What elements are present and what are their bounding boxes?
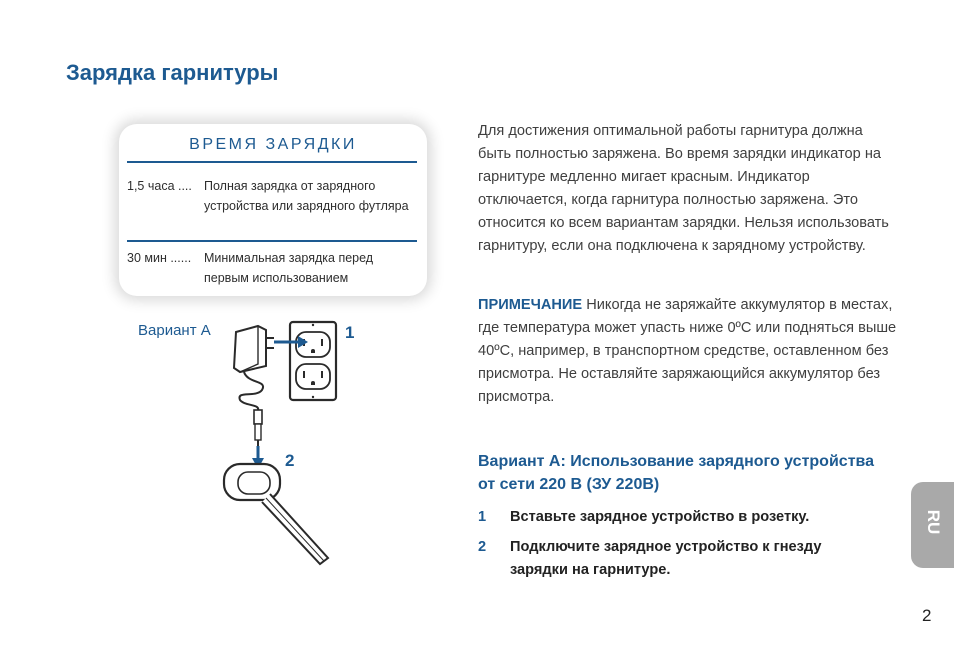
card-divider <box>127 240 417 242</box>
step-number: 1 <box>478 509 487 525</box>
note-paragraph <box>478 294 898 409</box>
page-number: 2 <box>922 606 932 625</box>
card-heading: ВРЕМЯ ЗАРЯДКИ <box>189 136 357 153</box>
note-text: Никогда не заряжайте аккумулятор в местах, где температура может упасть ниже 0ºC или подняться выше 40ºC, например, в транспортном средстве, оставленном без присмотра. Не оставляйте заряжающийся аккумулятор без присмотра. <box>478 297 897 405</box>
language-tab <box>911 482 954 568</box>
illustration-step-1: 1 <box>345 323 355 342</box>
charging-time-card <box>119 124 427 296</box>
step-text: Подключите зарядное устройство к гнезду зарядки на гарнитуре. <box>510 539 822 578</box>
page-title: Зарядка гарнитуры <box>66 60 279 85</box>
headset-icon <box>224 464 328 564</box>
variant-a-heading: Вариант А: Использование зарядного устройства от сети 220 В (ЗУ 220В) <box>478 453 875 493</box>
variant-a-label: Вариант А <box>138 322 211 339</box>
note-label: ПРИМЕЧАНИЕ <box>478 297 583 313</box>
card-divider <box>127 161 417 163</box>
charger-illustration <box>210 318 340 578</box>
charging-time: 30 мин ...... <box>127 251 192 265</box>
intro-paragraph: Для достижения оптимальной работы гарнитура должна быть полностью заряжена. Во время зарядки индикатор на гарнитуре медленно мигает красным. Индикатор отключается, когда гарнитура полностью заряжена. Это относится ко всем вариантам зарядки. Нельзя использовать гарнитуру, если она подключена к зарядному устройству. <box>478 123 889 254</box>
language-tab-label: RU <box>924 509 943 535</box>
charging-description: Полная зарядка от зарядного устройства или зарядного футляра <box>204 179 409 213</box>
charging-description: Минимальная зарядка перед первым использованием <box>204 251 374 285</box>
wall-outlet-icon <box>290 322 336 400</box>
charging-time: 1,5 часа .... <box>127 179 192 193</box>
step-number: 2 <box>478 539 487 555</box>
step-text: Вставьте зарядное устройство в розетку. <box>510 509 810 525</box>
charger-adapter-icon <box>234 326 274 448</box>
illustration-step-2: 2 <box>285 451 295 470</box>
